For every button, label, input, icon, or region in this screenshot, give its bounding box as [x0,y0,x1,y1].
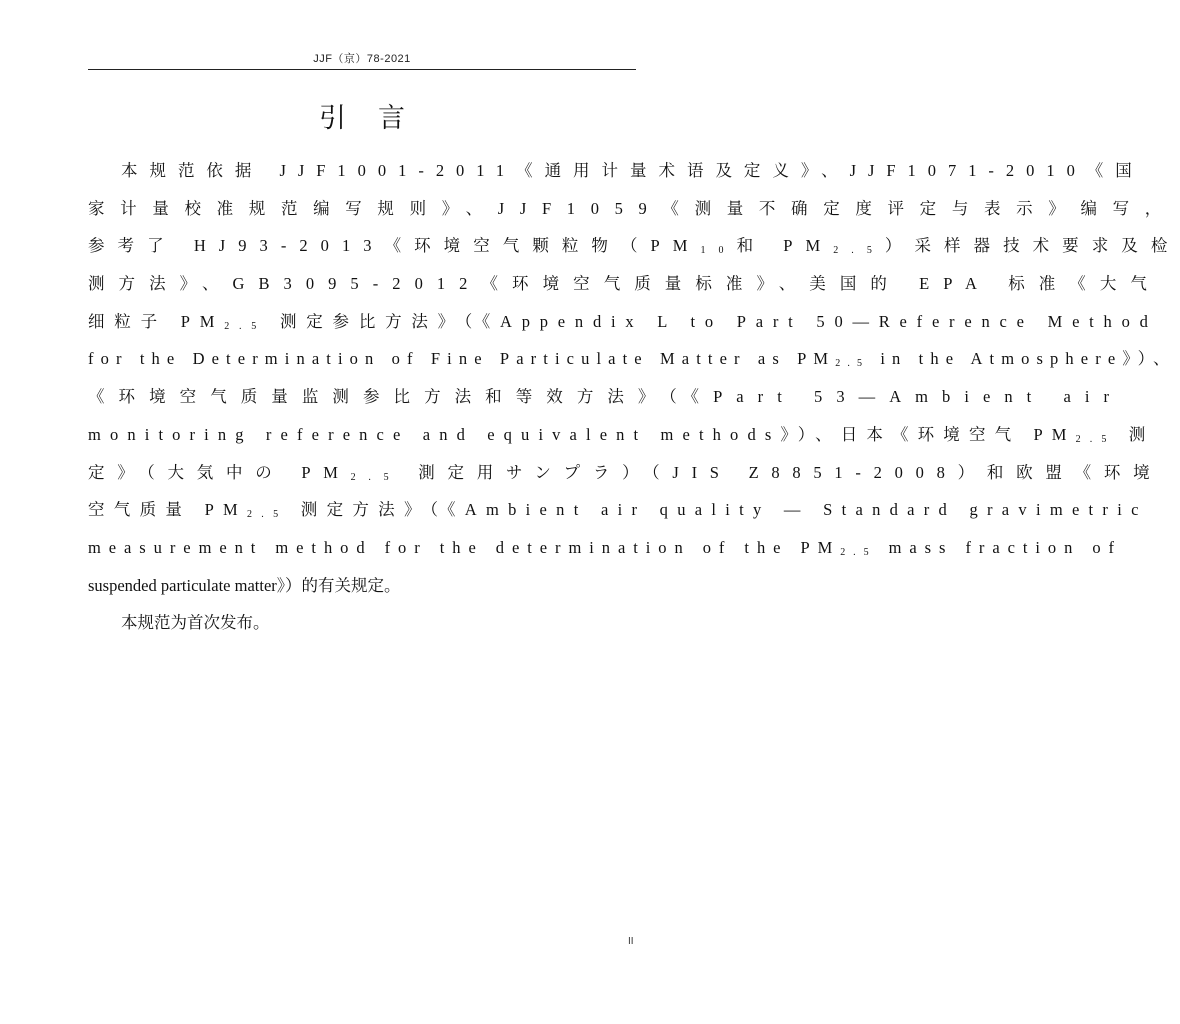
paragraph-1 [88,152,1180,604]
line-text [88,463,1162,482]
line-text [88,349,1177,368]
paragraph-1-line [88,340,1177,378]
line-text [88,274,1161,293]
text-run: 测方法》、GB3095-2012《环境空气质量标准》、美国的 EPA 标准《大气 [88,274,1161,294]
line-text [88,199,1177,218]
text-run: 参考了 HJ93-2013《环境空气颗粒物（PM [88,236,701,256]
paragraph-1-line [88,491,1148,529]
body-text [88,152,1180,642]
header-rule [88,69,636,70]
paragraph-1-line [88,378,1124,416]
subscript: 2.5 [835,358,870,370]
text-run: suspended particulate matter》）的有关规定。 [88,575,401,595]
paragraph-1-line [88,567,636,605]
running-header: JJF（京）78-2021 [313,53,411,65]
line-text [88,425,1154,444]
line-text [88,538,1122,557]
line-text [88,576,401,595]
page-number: II [628,936,634,947]
text-run: 测 [1115,424,1155,444]
paragraph-1-line [88,303,1158,341]
paragraph-2: 本规范为首次发布。 [121,613,270,633]
subscript: 2.5 [1075,433,1116,445]
text-run: 和 PM [736,236,834,256]
subscript: 2.5 [224,320,267,332]
text-run: 定》（大気中の PM [88,462,351,482]
text-run: mass fraction of [876,537,1122,557]
line-text [88,500,1148,519]
paragraph-1-line [88,190,1177,228]
line-text [121,161,1144,180]
text-run: ）采样器技术要求及检 [884,236,1180,256]
text-run: 测定参比方法》（《Appendix L to Part 50—Reference Method [266,311,1158,331]
subscript: 2.5 [350,471,402,483]
text-run: 《环境空气质量监测参比方法和等效方法》（《Part 53—Ambient air [88,387,1124,407]
paragraph-1-line [88,152,1144,190]
subscript: 10 [700,245,737,257]
text-run: in the Atmosphere》）、 [869,349,1177,369]
subscript: 2.5 [840,546,877,558]
paragraph-1-line [88,529,1122,567]
paragraph-1-line [88,227,1180,265]
subscript: 2.5 [833,245,885,257]
text-run: monitoring reference and equivalent methods》）、日本《环境空气 PM [88,424,1076,444]
line-text [88,387,1123,406]
paragraph-1-line [88,265,1161,303]
line-text [88,236,1180,255]
text-run: 本规范依据 JJF1001-2011《通用计量术语及定义》、JJF1071-2010《国 [121,161,1144,180]
text-run: 測定用サンプラ）（JIS Z8851-2008）和欧盟《环境 [401,462,1163,482]
subscript: 2.5 [247,509,288,521]
text-run: for the Determination of Fine Particulate Matter as PM [88,349,836,369]
text-run: 家计量校准规范编写规则》、JJF1059《测量不确定度评定与表示》编写， [88,198,1177,218]
paragraph-1-line [88,454,1163,492]
section-title: 引言 [319,103,437,134]
text-run: 测定方法》（《Ambient air quality — Standard gravimetric [287,500,1148,520]
text-run: measurement method for the determination of the PM [88,537,841,557]
text-run: 细粒子 PM [88,311,225,331]
text-run: 空气质量 PM [88,500,247,520]
paragraph-1-line [88,416,1155,454]
line-text [88,312,1158,331]
